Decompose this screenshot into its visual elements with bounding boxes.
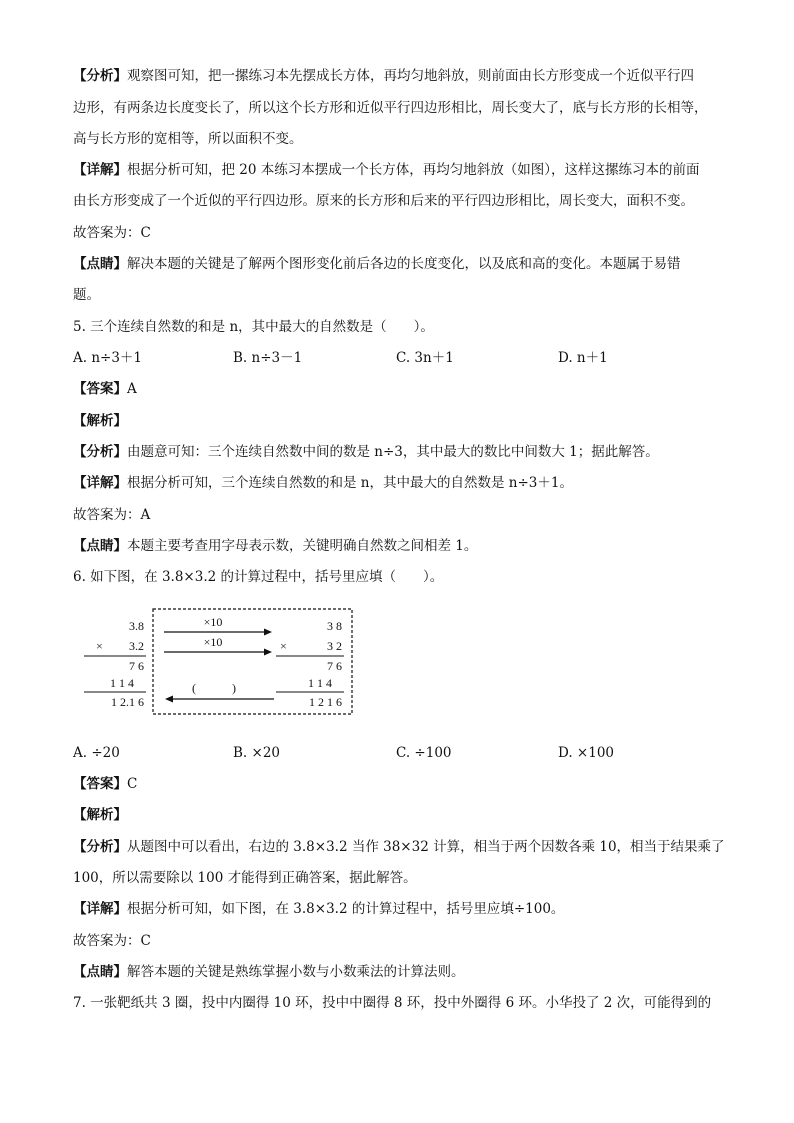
q4-analysis-text-1: 观察图可知，把一摞练习本先摆成长方体，再均匀地斜放，则前面由长方形变成一个近似平行四 xyxy=(127,68,694,84)
arrow-back-head xyxy=(165,696,173,703)
q5-answer-line: 故答案为：A xyxy=(73,507,151,523)
right-factor-1: 3 8 xyxy=(327,619,342,633)
q4-analysis-line-2: 边形，有两条边长度变长了，所以这个长方形和近似平行四边形相比，周长变大了，底与长方形的长相等， xyxy=(73,100,708,116)
q6-question: 6. 如下图，在 3.8×3.2 的计算过程中，括号里应填（ ）。 xyxy=(73,569,444,585)
q6-jiexi xyxy=(73,806,127,824)
q6-option-c: C. ÷100 xyxy=(396,745,452,761)
q5-answer-value: A xyxy=(127,381,137,397)
analysis-tag: 【分析】 xyxy=(73,839,127,855)
arrow-mid-head xyxy=(264,649,272,656)
q6-option-b: B. ×20 xyxy=(233,745,280,761)
detail-tag: 【详解】 xyxy=(73,162,127,178)
q6-analysis-line-1 xyxy=(73,838,725,856)
left-factor-1: 3.8 xyxy=(129,619,144,633)
answer-tag: 【答案】 xyxy=(73,776,127,792)
left-result: 1 2.1 6 xyxy=(111,695,144,709)
q4-analysis-line-1 xyxy=(73,67,694,85)
q6-answer xyxy=(73,775,137,793)
q6-analysis-line-2: 100，所以需要除以 100 才能得到正确答案，据此解答。 xyxy=(73,870,417,886)
q5-detail-text: 根据分析可知，三个连续自然数的和是 n，其中最大的自然数是 n÷3＋1。 xyxy=(127,475,573,491)
q4-comment-text-1: 解决本题的关键是了解两个图形变化前后各边的长度变化，以及底和高的变化。本题属于易错 xyxy=(127,256,681,272)
q5-comment-text: 本题主要考查用字母表示数，关键明确自然数之间相差 1。 xyxy=(127,538,478,554)
arrow-top-label: ×10 xyxy=(203,615,223,629)
right-factor-2: 3 2 xyxy=(327,639,342,653)
right-times-sign: × xyxy=(280,639,287,653)
left-partial-1: 7 6 xyxy=(129,659,144,673)
left-partial-2: 1 1 4 xyxy=(110,676,134,690)
detail-tag: 【详解】 xyxy=(73,475,127,491)
left-factor-2: 3.2 xyxy=(129,639,144,653)
right-partial-1: 7 6 xyxy=(327,659,342,673)
multiplication-figure-svg xyxy=(80,606,356,716)
comment-tag: 【点睛】 xyxy=(73,964,127,980)
q6-analysis-text-1: 从题图中可以看出，右边的 3.8×3.2 当作 38×32 计算，相当于两个因数各乘 10，相当于结果乘了 xyxy=(127,839,725,855)
q6-comment xyxy=(73,963,465,981)
q5-option-d: D. n＋1 xyxy=(558,350,608,366)
q4-comment-line-2: 题。 xyxy=(73,287,100,303)
analysis-tag: 【分析】 xyxy=(73,68,127,84)
q5-analysis xyxy=(73,443,659,461)
q5-question: 5. 三个连续自然数的和是 n，其中最大的自然数是（ ）。 xyxy=(73,319,434,335)
q6-comment-text: 解答本题的关键是熟练掌握小数与小数乘法的计算法则。 xyxy=(127,964,465,980)
arrow-top-head xyxy=(264,629,272,636)
q7-question: 7. 一张靶纸共 3 圈，投中内圈得 10 环，投中中圈得 8 环，投中外圈得 6 环。小华投了 2 次，可能得到的 xyxy=(73,995,712,1011)
q5-option-c: C. 3n＋1 xyxy=(396,350,454,366)
q4-answer-line: 故答案为：C xyxy=(73,225,151,241)
q5-jiexi xyxy=(73,412,127,430)
q5-answer xyxy=(73,380,137,398)
q6-option-d: D. ×100 xyxy=(558,745,615,761)
analysis-tag: 【分析】 xyxy=(73,444,127,460)
arrow-back-label: ( ) xyxy=(192,681,236,695)
q6-detail xyxy=(73,900,564,918)
q5-detail xyxy=(73,474,573,492)
q4-detail-text-1: 根据分析可知，把 20 本练习本摆成一个长方体，再均匀地斜放（如图），这样这摞练习本的前面 xyxy=(127,162,700,178)
left-times-sign: × xyxy=(96,639,103,653)
right-result: 1 2 1 6 xyxy=(309,695,342,709)
jiexi-tag: 【解析】 xyxy=(73,807,127,823)
q5-comment xyxy=(73,537,477,555)
q6-answer-value: C xyxy=(127,776,138,792)
right-partial-2: 1 1 4 xyxy=(308,676,332,690)
q5-analysis-text: 由题意可知：三个连续自然数中间的数是 n÷3，其中最大的数比中间数大 1；据此解答。 xyxy=(127,444,659,460)
detail-tag: 【详解】 xyxy=(73,901,127,917)
q6-answer-line: 故答案为：C xyxy=(73,933,151,949)
q5-option-a: A. n÷3＋1 xyxy=(73,350,143,366)
multiplication-figure xyxy=(80,606,356,716)
q4-comment-line-1 xyxy=(73,255,681,273)
q4-analysis-line-3: 高与长方形的宽相等，所以面积不变。 xyxy=(73,131,303,147)
q4-detail-line-2: 由长方形变成了一个近似的平行四边形。原来的长方形和后来的平行四边形相比，周长变大，面积不变。 xyxy=(73,193,694,209)
comment-tag: 【点睛】 xyxy=(73,256,127,272)
answer-tag: 【答案】 xyxy=(73,381,127,397)
q4-detail-line-1 xyxy=(73,161,700,179)
arrow-mid-label: ×10 xyxy=(203,635,223,649)
comment-tag: 【点睛】 xyxy=(73,538,127,554)
jiexi-tag: 【解析】 xyxy=(73,413,127,429)
q5-option-b: B. n÷3－1 xyxy=(233,350,303,366)
q6-option-a: A. ÷20 xyxy=(73,745,120,761)
q6-detail-text: 根据分析可知，如下图，在 3.8×3.2 的计算过程中，括号里应填÷100。 xyxy=(127,901,565,917)
